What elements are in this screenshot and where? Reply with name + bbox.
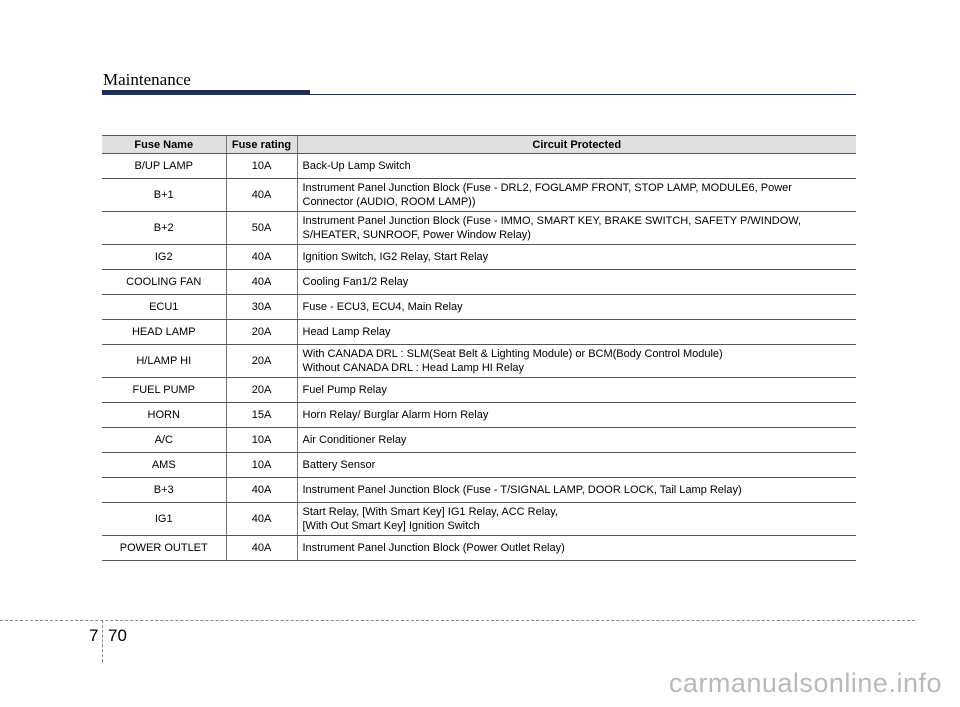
- header-rule: [102, 94, 856, 95]
- circuit-protected-cell: Fuel Pump Relay: [297, 378, 856, 403]
- fuse-rating-cell: 50A: [226, 212, 297, 245]
- chapter-number: 7: [89, 626, 99, 645]
- fuse-rating-cell: 10A: [226, 453, 297, 478]
- circuit-protected-cell: Horn Relay/ Burglar Alarm Horn Relay: [297, 403, 856, 428]
- fuse-name-cell: HEAD LAMP: [102, 320, 226, 345]
- circuit-protected-cell: With CANADA DRL : SLM(Seat Belt & Lighting Module) or BCM(Body Control Module) Without CANADA DRL : Head Lamp HI Relay: [297, 345, 856, 378]
- fuse-name-cell: COOLING FAN: [102, 270, 226, 295]
- fuse-rating-cell: 15A: [226, 403, 297, 428]
- circuit-protected-cell: Cooling Fan1/2 Relay: [297, 270, 856, 295]
- col-header-circuit-protected: Circuit Protected: [297, 136, 856, 154]
- table-row: [102, 245, 856, 270]
- fuse-name-cell: B+3: [102, 478, 226, 503]
- fuse-rating-cell: 40A: [226, 179, 297, 212]
- table-body: [102, 154, 856, 561]
- fuse-name-cell: A/C: [102, 428, 226, 453]
- page-section-title: Maintenance: [103, 70, 191, 89]
- circuit-protected-cell: Back-Up Lamp Switch: [297, 154, 856, 179]
- fuse-name-cell: B+1: [102, 179, 226, 212]
- fuse-name-cell: B+2: [102, 212, 226, 245]
- table-row: [102, 428, 856, 453]
- table-row: [102, 270, 856, 295]
- table-row: [102, 536, 856, 561]
- fuse-name-cell: FUEL PUMP: [102, 378, 226, 403]
- fuse-name-cell: IG1: [102, 503, 226, 536]
- fuse-rating-cell: 40A: [226, 245, 297, 270]
- circuit-protected-cell: Instrument Panel Junction Block (Fuse - DRL2, FOGLAMP FRONT, STOP LAMP, MODULE6, Power Connector (AUDIO, ROOM LAMP)): [297, 179, 856, 212]
- fuse-rating-cell: 30A: [226, 295, 297, 320]
- table-row: [102, 320, 856, 345]
- table-row: [102, 378, 856, 403]
- table-row: [102, 212, 856, 245]
- fuse-name-cell: HORN: [102, 403, 226, 428]
- col-header-fuse-rating: Fuse rating: [226, 136, 297, 154]
- table-row: [102, 503, 856, 536]
- circuit-protected-cell: Instrument Panel Junction Block (Fuse - IMMO, SMART KEY, BRAKE SWITCH, SAFETY P/WINDOW, S/HEATER, SUNROOF, Power Window Relay): [297, 212, 856, 245]
- circuit-protected-cell: Head Lamp Relay: [297, 320, 856, 345]
- fuse-rating-cell: 10A: [226, 428, 297, 453]
- col-header-fuse-name: Fuse Name: [102, 136, 226, 154]
- table-row: [102, 478, 856, 503]
- fuse-table: [102, 135, 856, 561]
- fuse-name-cell: H/LAMP HI: [102, 345, 226, 378]
- circuit-protected-cell: Instrument Panel Junction Block (Power Outlet Relay): [297, 536, 856, 561]
- table-row: [102, 403, 856, 428]
- fuse-name-cell: ECU1: [102, 295, 226, 320]
- fuse-name-cell: AMS: [102, 453, 226, 478]
- table-row: [102, 154, 856, 179]
- fuse-rating-cell: 10A: [226, 154, 297, 179]
- footer-divider: [0, 620, 915, 621]
- fuse-rating-cell: 40A: [226, 536, 297, 561]
- table-row: [102, 295, 856, 320]
- fuse-rating-cell: 40A: [226, 503, 297, 536]
- table-header-row: [102, 136, 856, 154]
- footer-vertical-divider: [102, 620, 103, 662]
- circuit-protected-cell: Instrument Panel Junction Block (Fuse - T/SIGNAL LAMP, DOOR LOCK, Tail Lamp Relay): [297, 478, 856, 503]
- fuse-name-cell: IG2: [102, 245, 226, 270]
- page-number: 70: [108, 626, 127, 645]
- table-row: [102, 179, 856, 212]
- fuse-rating-cell: 40A: [226, 270, 297, 295]
- fuse-rating-cell: 20A: [226, 378, 297, 403]
- fuse-rating-cell: 20A: [226, 345, 297, 378]
- watermark-text: carmanualsonline.info: [668, 668, 942, 698]
- fuse-rating-cell: 20A: [226, 320, 297, 345]
- circuit-protected-cell: Air Conditioner Relay: [297, 428, 856, 453]
- circuit-protected-cell: Battery Sensor: [297, 453, 856, 478]
- fuse-name-cell: B/UP LAMP: [102, 154, 226, 179]
- circuit-protected-cell: Fuse - ECU3, ECU4, Main Relay: [297, 295, 856, 320]
- fuse-name-cell: POWER OUTLET: [102, 536, 226, 561]
- table-row: [102, 345, 856, 378]
- table-row: [102, 453, 856, 478]
- circuit-protected-cell: Ignition Switch, IG2 Relay, Start Relay: [297, 245, 856, 270]
- fuse-rating-cell: 40A: [226, 478, 297, 503]
- circuit-protected-cell: Start Relay, [With Smart Key] IG1 Relay, ACC Relay, [With Out Smart Key] Ignition Switch: [297, 503, 856, 536]
